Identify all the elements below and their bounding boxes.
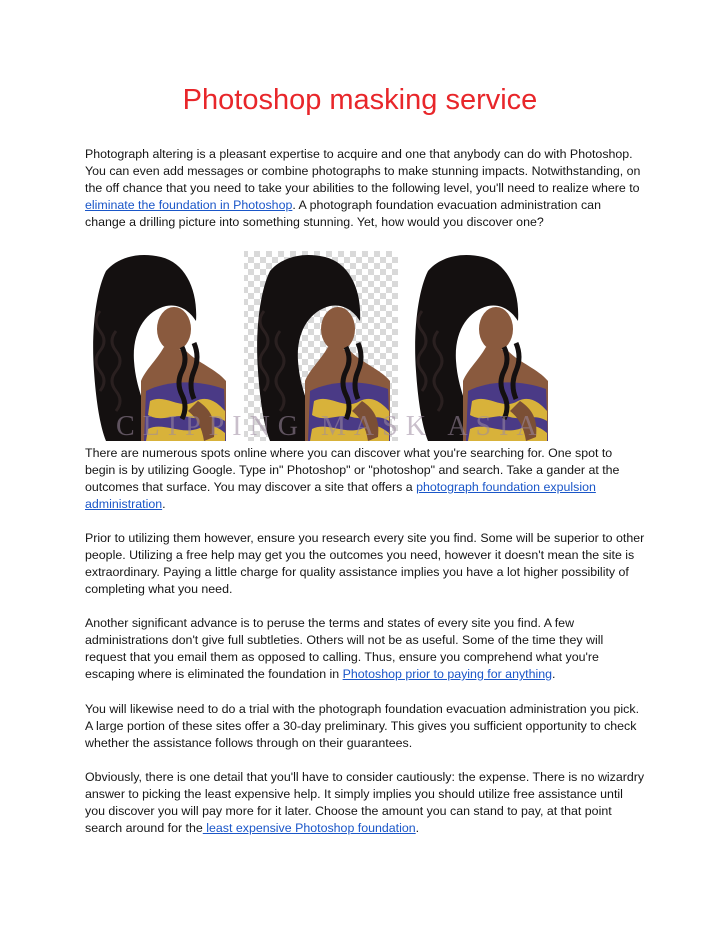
paragraph-text: Obviously, there is one detail that you'll have to consider cautiously: the expense. There is no wizardry answer to picking the least expensive help. It simply implies you should utilize free assistance until you discover you will pay more for it later. Choose the amount you can stand to pay, at that point search around for the <box>85 770 645 835</box>
paragraph-text: . <box>415 821 420 835</box>
page-title: Photoshop masking service <box>182 84 538 116</box>
paragraph-terms <box>85 615 645 683</box>
paragraph-search <box>85 445 645 513</box>
link-eliminate-foundation[interactable]: eliminate the foundation in Photoshop <box>85 198 293 212</box>
paragraph-text: Another significant advance is to peruse the terms and states of every site you find. A few administrations don't give full subtleties. Others will not be as useful. Some of the time they will request that you email them as opposed to calling. Thus, ensure you comprehend what you're escaping where is eliminated the foundation in <box>85 616 604 681</box>
paragraph-expense <box>85 769 645 837</box>
paragraph-text: There are numerous spots online where you can discover what you're searching for. One spot to begin is by utilizing Google. Type in" Photoshop" or "photoshop" and search. Take a gander at the outcomes that surface. You may discover a site that offers a <box>85 446 620 494</box>
paragraph-text: . A photograph foundation evacuation administration can change a drilling picture into something stunning. Yet, how would you discover one? <box>85 198 601 229</box>
masking-example-image <box>86 251 624 441</box>
watermark-text: CLIPPING MASK ASIA <box>116 411 545 441</box>
link-photograph-foundation[interactable]: photograph foundation expulsion administration <box>85 480 596 511</box>
link-photoshop-prior[interactable]: Photoshop prior to paying for anything <box>342 667 553 681</box>
paragraph-research: Prior to utilizing them however, ensure you research every site you find. Some will be superior to other people. Utilizing a free help may get you the outcomes you need, however it doesn't mean the site is extraordinary. Paying a little charge for quality assistance implies you have a lot higher possibility of completing what you need. <box>85 531 645 596</box>
paragraph-intro <box>85 146 645 231</box>
paragraph-trial: You will likewise need to do a trial with the photograph foundation evacuation administration you pick. A large portion of these sites offer a 30-day preliminary. This gives you sufficient opportunity to check whether the assistance follows through on their guarantees. <box>85 702 640 750</box>
link-least-expensive[interactable]: least expensive Photoshop foundation <box>202 821 416 835</box>
paragraph-text: . <box>162 497 166 511</box>
paragraph-text: Photograph altering is a pleasant expertise to acquire and one that anybody can do with Photoshop. You can even add messages or combine photographs to make stunning impacts. Notwithstanding, on the off chance that you need to take your abilities to the following level, you'll need to realize where to <box>85 147 641 195</box>
paragraph-text: . <box>552 667 556 681</box>
